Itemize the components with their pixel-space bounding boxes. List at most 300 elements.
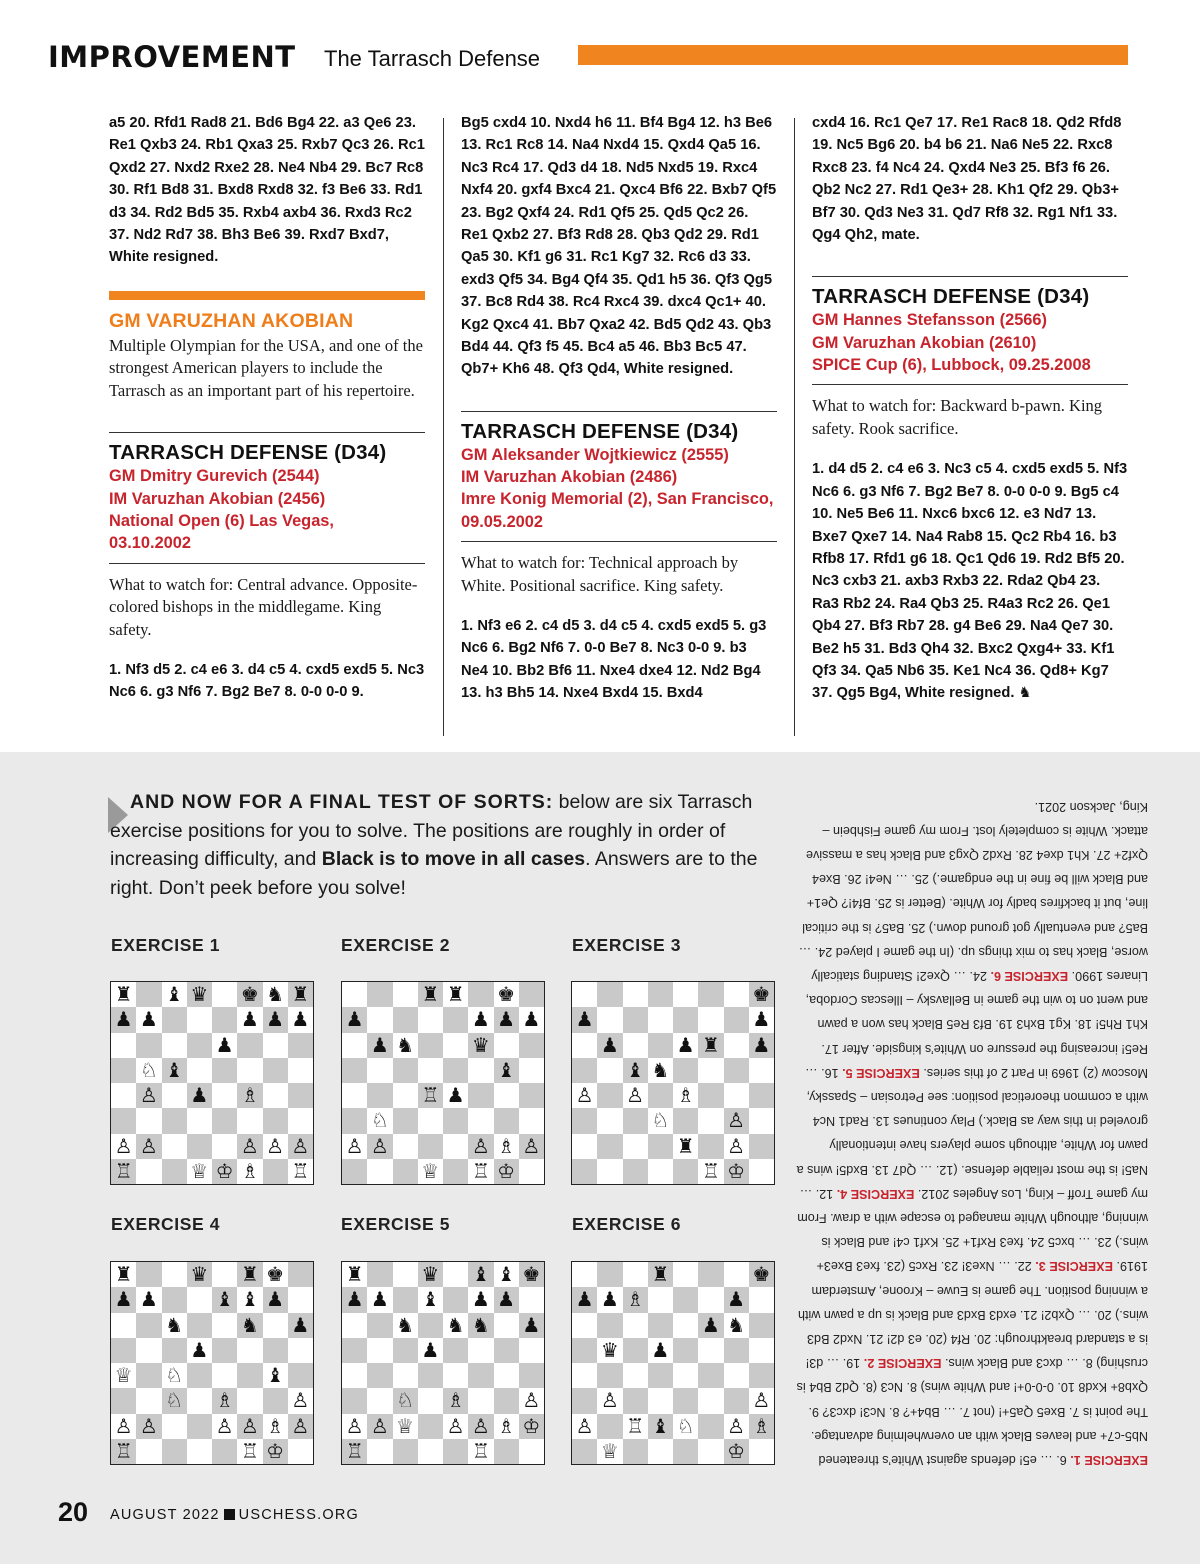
white-pawn-icon: ♙ xyxy=(522,1388,541,1413)
black-bishop-icon: ♝ xyxy=(165,982,184,1006)
chess-board xyxy=(341,1261,545,1465)
answer-label: EXERCISE 3. xyxy=(1035,1259,1113,1274)
dark-square xyxy=(749,1313,774,1338)
black-king-icon: ♚ xyxy=(522,1262,541,1286)
white-player: GM Hannes Stefansson (2566) xyxy=(812,311,1047,330)
game-moves: cxd4 16. Rc1 Qe7 17. Re1 Rac8 18. Qd2 Rfd8 19. Nc5 Bg6 20. b4 b6 21. Na6 Ne5 22. Rxc8 Rxc8 23. f4 Nc4 24. Qxd4 Ne3 25. Bf3 f6 26. Qb2 Nc2 27. Rd1 Qe3+ 28. Kh1 Qf2 29. Qb3+ Bf7 30. Qd3 Ne3 31. Qd7 Rf8 32. Rg1 Nf1 33. Qg4 Qh2, mate. xyxy=(812,115,1122,244)
white-king-icon: ♔ xyxy=(215,1158,234,1183)
answer-text: 24. … Qxe2! Standing statically worse, Black has to mix things up. (In the game I played 24. … Ba5? and eventually got ground down.) 25. Ba5? is the critical line, but it backfires badly for White. (Better is 25. Bf4!? Qe1+ and Black will be fine in the endgame.) 25. … Ne4! 26. Bxe4 Qxf2+ 27. Kh1 dxe4 28. Rxd2 Qxg3 and Black has a massive attack. White is completely lost. From my game Fishbein – King, Jackson 2021. xyxy=(798,799,1148,983)
dark-square xyxy=(749,1083,774,1108)
dark-square xyxy=(698,1363,723,1388)
dark-square xyxy=(519,1363,544,1388)
black-knight-icon: ♞ xyxy=(446,1312,465,1337)
dark-square xyxy=(623,1108,648,1133)
dark-square xyxy=(187,1313,212,1338)
chess-board xyxy=(341,981,545,1185)
dark-square xyxy=(648,1033,673,1058)
column-divider xyxy=(794,118,795,736)
black-pawn-icon: ♟ xyxy=(114,1287,133,1312)
white-bishop-icon: ♗ xyxy=(497,1133,516,1158)
black-knight-icon: ♞ xyxy=(651,1057,670,1082)
white-rook-icon: ♖ xyxy=(471,1158,490,1183)
dark-square xyxy=(288,1083,313,1108)
black-pawn-icon: ♟ xyxy=(139,1007,158,1032)
black-pawn-icon: ♟ xyxy=(497,1287,516,1312)
dark-square xyxy=(263,1108,288,1133)
dark-square xyxy=(212,1338,237,1363)
dark-square xyxy=(162,1007,187,1032)
white-bishop-icon: ♗ xyxy=(266,1413,285,1438)
answer-text: 6. … e5! defends against White’s threatened Nb5-c7+ and leaves Black with an overwhelming advantage. The point is 7. Bxe5 Qa5+! (not 7. … Bb4+? 8. Nc3! dxc3? 9. Qxb8+ Kxd8 10. 0-0-0+! and White wins) 8. Nc3 (8. Qd2 Bb4 is crushing) 8. … dxc3 and Black wins. xyxy=(796,1356,1148,1467)
dark-square xyxy=(572,1338,597,1363)
bio-accent-bar xyxy=(109,291,425,300)
dark-square xyxy=(494,1338,519,1363)
black-pawn-icon: ♟ xyxy=(421,1337,440,1362)
white-queen-icon: ♕ xyxy=(396,1413,415,1438)
black-rook-icon: ♜ xyxy=(114,1262,133,1286)
dark-square xyxy=(468,1083,493,1108)
black-rook-icon: ♜ xyxy=(446,982,465,1006)
white-pawn-icon: ♙ xyxy=(291,1413,310,1438)
dark-square xyxy=(393,1439,418,1464)
dark-square xyxy=(673,1058,698,1083)
chess-board xyxy=(571,1261,775,1465)
dark-square xyxy=(342,1159,367,1184)
dark-square xyxy=(673,1108,698,1133)
black-king-icon: ♚ xyxy=(266,1262,285,1286)
dark-square xyxy=(237,1033,262,1058)
black-bishop-icon: ♝ xyxy=(266,1363,285,1387)
dark-square xyxy=(648,1363,673,1388)
dark-square xyxy=(749,1363,774,1388)
dark-square xyxy=(623,1338,648,1363)
white-rook-icon: ♖ xyxy=(345,1438,364,1463)
white-pawn-icon: ♙ xyxy=(291,1388,310,1413)
white-pawn-icon: ♙ xyxy=(114,1413,133,1438)
black-king-icon: ♚ xyxy=(240,982,259,1006)
dark-square xyxy=(136,1033,161,1058)
footer-info xyxy=(110,1507,359,1523)
dark-square xyxy=(698,1414,723,1439)
white-pawn-icon: ♙ xyxy=(240,1133,259,1158)
white-pawn-icon: ♙ xyxy=(471,1413,490,1438)
dark-square xyxy=(288,1262,313,1287)
black-pawn-icon: ♟ xyxy=(600,1032,619,1057)
dark-square xyxy=(263,1159,288,1184)
dark-square xyxy=(393,1007,418,1032)
game-moves xyxy=(812,458,1128,704)
dark-square xyxy=(393,1338,418,1363)
dark-square xyxy=(288,1033,313,1058)
black-rook-icon: ♜ xyxy=(676,1133,695,1158)
intro-lead: AND NOW FOR A FINAL TEST OF SORTS: xyxy=(130,791,554,813)
dark-square xyxy=(418,1414,443,1439)
dark-square xyxy=(468,982,493,1007)
black-bishop-icon: ♝ xyxy=(215,1287,234,1312)
black-pawn-icon: ♟ xyxy=(240,1007,259,1032)
dark-square xyxy=(468,1363,493,1388)
dark-square xyxy=(597,1262,622,1287)
dark-square xyxy=(698,982,723,1007)
white-pawn-icon: ♙ xyxy=(240,1413,259,1438)
game-title: TARRASCH DEFENSE (D34) xyxy=(812,285,1090,309)
exercise-title: EXERCISE 4 xyxy=(111,1214,221,1234)
answer-label: EXERCISE 4. xyxy=(836,1186,915,1201)
site-url: USCHESS.ORG xyxy=(238,1507,360,1523)
dark-square xyxy=(648,1083,673,1108)
dark-square xyxy=(597,1414,622,1439)
white-pawn-icon: ♙ xyxy=(139,1133,158,1158)
black-bishop-icon: ♝ xyxy=(497,1262,516,1286)
dark-square xyxy=(443,1058,468,1083)
answer-label: EXERCISE 1. xyxy=(1070,1453,1148,1467)
page-header xyxy=(48,40,1128,74)
dark-square xyxy=(342,1388,367,1413)
black-knight-icon: ♞ xyxy=(727,1312,746,1337)
dark-square xyxy=(698,1134,723,1159)
dark-square xyxy=(673,1439,698,1464)
black-pawn-icon: ♟ xyxy=(575,1007,594,1032)
dark-square xyxy=(623,1007,648,1032)
dark-square xyxy=(443,1108,468,1133)
white-bishop-icon: ♗ xyxy=(215,1388,234,1413)
game-event: SPICE Cup (6), Lubbock, 09.25.2008 xyxy=(812,356,1091,375)
white-pawn-icon: ♙ xyxy=(370,1413,389,1438)
black-pawn-icon: ♟ xyxy=(345,1007,364,1032)
square-separator-icon xyxy=(224,1509,235,1520)
black-bishop-icon: ♝ xyxy=(240,1287,259,1312)
dark-square xyxy=(263,1058,288,1083)
black-pawn-icon: ♟ xyxy=(291,1007,310,1032)
black-pawn-icon: ♟ xyxy=(291,1312,310,1337)
black-king-icon: ♚ xyxy=(752,982,771,1006)
game-header xyxy=(812,276,1128,385)
white-rook-icon: ♖ xyxy=(240,1438,259,1463)
issue-date: AUGUST 2022 xyxy=(110,1507,220,1523)
dark-square xyxy=(698,1083,723,1108)
column-3 xyxy=(812,112,1128,705)
intro-text-end: . Answers are to the right. Don’t peek before you solve! xyxy=(110,848,758,899)
column-2 xyxy=(461,112,777,705)
dark-square xyxy=(623,1388,648,1413)
black-knight-icon: ♞ xyxy=(266,982,285,1006)
dark-square xyxy=(111,1058,136,1083)
white-bishop-icon: ♗ xyxy=(676,1083,695,1107)
dark-square xyxy=(494,1439,519,1464)
white-rook-icon: ♖ xyxy=(114,1158,133,1183)
intro-bold: Black is to move in all cases xyxy=(321,848,586,870)
chess-board xyxy=(571,981,775,1185)
white-pawn-icon: ♙ xyxy=(266,1133,285,1158)
game-header xyxy=(109,432,425,563)
game-event: Imre Konig Memorial (2), San Francisco, 09.05.2002 xyxy=(461,490,774,531)
black-pawn-icon: ♟ xyxy=(752,1032,771,1057)
black-pawn-icon: ♟ xyxy=(446,1083,465,1107)
dark-square xyxy=(212,1108,237,1133)
dark-square xyxy=(162,1287,187,1312)
column-1 xyxy=(109,112,425,704)
dark-square xyxy=(342,1058,367,1083)
dark-square xyxy=(724,1007,749,1032)
white-rook-icon: ♖ xyxy=(626,1413,645,1438)
black-pawn-icon: ♟ xyxy=(139,1287,158,1312)
dark-square xyxy=(494,1108,519,1133)
dark-square xyxy=(673,1287,698,1312)
black-pawn-icon: ♟ xyxy=(370,1032,389,1057)
dark-square xyxy=(367,1262,392,1287)
white-pawn-icon: ♙ xyxy=(291,1133,310,1158)
what-to-watch: What to watch for: Technical approach by White. Positional sacrifice. King safety. xyxy=(461,553,739,595)
dark-square xyxy=(162,1439,187,1464)
black-rook-icon: ♜ xyxy=(240,1262,259,1286)
white-bishop-icon: ♗ xyxy=(240,1158,259,1183)
answer-label: EXERCISE 5. xyxy=(842,1065,920,1080)
dark-square xyxy=(519,1033,544,1058)
dark-square xyxy=(367,1313,392,1338)
black-knight-icon: ♞ xyxy=(396,1312,415,1337)
dark-square xyxy=(623,1439,648,1464)
game-moves: a5 20. Rfd1 Rad8 21. Bd6 Bg4 22. a3 Qe6 23. Re1 Qxb3 24. Rb1 Qxa3 25. Rxb7 Qc3 26. Rc1 Qxd2 27. Nxd2 Rxe2 28. Ne4 Nb4 29. Bc7 Rc8 30. Rf1 Bd8 31. Bxd8 Rxd8 32. f3 Be6 33. Rd1 d3 34. Rd2 Bd5 35. Rxb4 axb4 36. Rxd3 Rc2 37. Nd2 Rd7 38. Bh3 Be6 39. Rxd7 Bxd7, White resigned. xyxy=(109,115,425,266)
dark-square xyxy=(443,1439,468,1464)
black-player: GM Varuzhan Akobian (2610) xyxy=(812,333,1037,352)
exercise-title: EXERCISE 2 xyxy=(341,935,451,955)
dark-square xyxy=(212,1058,237,1083)
white-queen-icon: ♕ xyxy=(114,1363,133,1387)
black-rook-icon: ♜ xyxy=(345,1262,364,1286)
dark-square xyxy=(572,1159,597,1184)
dark-square xyxy=(393,1159,418,1184)
dark-square xyxy=(418,1134,443,1159)
exercise-title: EXERCISE 5 xyxy=(341,1214,451,1234)
dark-square xyxy=(673,1388,698,1413)
white-pawn-icon: ♙ xyxy=(600,1388,619,1413)
dark-square xyxy=(724,1388,749,1413)
white-pawn-icon: ♙ xyxy=(727,1133,746,1158)
exercise-title: EXERCISE 1 xyxy=(111,935,221,955)
page-number: 20 xyxy=(58,1497,89,1527)
white-bishop-icon: ♗ xyxy=(497,1413,516,1438)
answer-text: 22. … Nxe3! 23. Rxc5 (23. fxe3 Bxe3+ wins.) 23. … bxc5 24. fxe3 Rxf1+ 25. Kxf1 c4! and Black is winning, although White managed to escape with a draw. From my game Troff – King, Los Angeles 2012. xyxy=(797,1186,1148,1274)
dark-square xyxy=(162,1338,187,1363)
black-knight-icon: ♞ xyxy=(471,1312,490,1337)
black-queen-icon: ♛ xyxy=(600,1337,619,1362)
white-knight-icon: ♘ xyxy=(651,1108,670,1133)
black-pawn-icon: ♟ xyxy=(497,1007,516,1032)
dark-square xyxy=(673,1007,698,1032)
black-king-icon: ♚ xyxy=(497,982,516,1006)
dark-square xyxy=(572,1439,597,1464)
white-pawn-icon: ♙ xyxy=(575,1083,594,1107)
dark-square xyxy=(393,1287,418,1312)
answer-label: EXERCISE 2. xyxy=(863,1356,942,1371)
dark-square xyxy=(648,1134,673,1159)
dark-square xyxy=(187,1033,212,1058)
black-knight-icon: ♞ xyxy=(240,1312,259,1337)
dark-square xyxy=(162,1108,187,1133)
dark-square xyxy=(187,1134,212,1159)
white-pawn-icon: ♙ xyxy=(752,1388,771,1413)
black-queen-icon: ♛ xyxy=(471,1032,490,1057)
black-pawn-icon: ♟ xyxy=(215,1032,234,1057)
white-knight-icon: ♘ xyxy=(676,1413,695,1438)
dark-square xyxy=(648,982,673,1007)
dark-square xyxy=(111,1338,136,1363)
white-queen-icon: ♕ xyxy=(421,1158,440,1183)
white-pawn-icon: ♙ xyxy=(370,1133,389,1158)
white-knight-icon: ♘ xyxy=(165,1388,184,1413)
black-rook-icon: ♜ xyxy=(421,982,440,1006)
dark-square xyxy=(673,1159,698,1184)
dark-square xyxy=(597,1134,622,1159)
black-pawn-icon: ♟ xyxy=(266,1007,285,1032)
dark-square xyxy=(136,1262,161,1287)
dark-square xyxy=(136,1313,161,1338)
black-rook-icon: ♜ xyxy=(701,1032,720,1057)
black-rook-icon: ♜ xyxy=(291,982,310,1006)
dark-square xyxy=(519,1083,544,1108)
dark-square xyxy=(698,1262,723,1287)
dark-square xyxy=(443,1159,468,1184)
black-pawn-icon: ♟ xyxy=(752,1007,771,1032)
dark-square xyxy=(342,1338,367,1363)
end-mark-icon: ♞ xyxy=(1018,685,1032,702)
dark-square xyxy=(367,1363,392,1388)
white-knight-icon: ♘ xyxy=(396,1388,415,1413)
white-pawn-icon: ♙ xyxy=(114,1133,133,1158)
black-pawn-icon: ♟ xyxy=(600,1287,619,1312)
black-pawn-icon: ♟ xyxy=(522,1007,541,1032)
exercise-title: EXERCISE 3 xyxy=(572,935,682,955)
white-rook-icon: ♖ xyxy=(291,1158,310,1183)
white-rook-icon: ♖ xyxy=(421,1083,440,1107)
dark-square xyxy=(597,982,622,1007)
black-pawn-icon: ♟ xyxy=(266,1287,285,1312)
intro-text: below are six Tarrasch exercise positions for you to solve. The positions are roughly in order of increasing difficulty, and xyxy=(110,791,753,870)
white-king-icon: ♔ xyxy=(727,1158,746,1183)
black-knight-icon: ♞ xyxy=(396,1032,415,1057)
black-queen-icon: ♛ xyxy=(421,1262,440,1286)
game-moves: Bg5 cxd4 10. Nxd4 h6 11. Bf4 Bg4 12. h3 Be6 13. Rc1 Rc8 14. Na4 Nxd4 15. Qxd4 Qa5 16. Nc3 Rc4 17. Qd3 d4 18. Nd5 Nxd5 19. Rxc4 Nxf4 20. gxf4 Bxc4 21. Qxc4 Bf6 22. Bxb7 Qf5 23. Bg2 Qxf4 24. Rd1 Qf5 25. Qd5 Qc2 26. Re1 Qxb2 27. Bf3 Rd8 28. Qb3 Qd2 29. Rd1 Qa5 30. Kf1 g6 31. Rc1 Kg7 32. Rc6 d3 33. exd3 Qf5 34. Bg4 Qf4 35. Qd1 h5 36. Qf3 Qg5 37. Bc8 Rd4 38. Rc4 Rxc4 39. dxc4 Qc1+ 40. Kg2 Qxc4 41. Bb7 Qxa2 42. Bd5 Qd2 43. Qb3 Bd4 44. Qf3 f5 45. Bc4 a5 46. Bb3 Bc5 47. Qb7+ Kh6 48. Qf3 Qd4, White resigned. xyxy=(461,115,777,378)
black-pawn-icon: ♟ xyxy=(676,1032,695,1057)
black-bishop-icon: ♝ xyxy=(651,1413,670,1438)
white-pawn-icon: ♙ xyxy=(522,1133,541,1158)
dark-square xyxy=(393,1108,418,1133)
black-bishop-icon: ♝ xyxy=(626,1057,645,1082)
dark-square xyxy=(342,1108,367,1133)
answer-text: 19. … d3! is a standard breakthrough: 20. Rf4 (20. e3 d2! 21. Nxd2 Bd3 wins.) 20. … Qxb2! 21. exd3 Bxd3 and Black is up a pawn with a winning position. The game is Euwe – Kroone, Amsterdam 1919. xyxy=(797,1259,1148,1371)
white-knight-icon: ♘ xyxy=(139,1057,158,1082)
dark-square xyxy=(443,1338,468,1363)
black-player: IM Varuzhan Akobian (2456) xyxy=(109,489,326,508)
dark-square xyxy=(418,1363,443,1388)
dark-square xyxy=(572,1108,597,1133)
game-title: TARRASCH DEFENSE (D34) xyxy=(109,441,387,465)
dark-square xyxy=(263,1388,288,1413)
black-bishop-icon: ♝ xyxy=(497,1057,516,1082)
section-subtitle: The Tarrasch Defense xyxy=(324,46,541,71)
black-pawn-icon: ♟ xyxy=(370,1287,389,1312)
black-king-icon: ♚ xyxy=(752,1262,771,1286)
white-bishop-icon: ♗ xyxy=(240,1083,259,1107)
dark-square xyxy=(136,1363,161,1388)
black-pawn-icon: ♟ xyxy=(114,1007,133,1032)
black-pawn-icon: ♟ xyxy=(651,1337,670,1362)
dark-square xyxy=(749,1134,774,1159)
white-king-icon: ♔ xyxy=(522,1413,541,1438)
white-pawn-icon: ♙ xyxy=(345,1413,364,1438)
dark-square xyxy=(111,1108,136,1133)
column-divider xyxy=(443,118,444,736)
dark-square xyxy=(418,1313,443,1338)
black-bishop-icon: ♝ xyxy=(471,1262,490,1286)
white-pawn-icon: ♙ xyxy=(139,1413,158,1438)
black-knight-icon: ♞ xyxy=(165,1312,184,1337)
dark-square xyxy=(648,1313,673,1338)
white-pawn-icon: ♙ xyxy=(575,1413,594,1438)
black-bishop-icon: ♝ xyxy=(165,1057,184,1082)
white-pawn-icon: ♙ xyxy=(345,1133,364,1158)
white-pawn-icon: ♙ xyxy=(215,1413,234,1438)
header-accent-bar xyxy=(578,45,1128,65)
bio-text: Multiple Olympian for the USA, and one of the strongest American players to include the Tarrasch as an important part of his repertoire. xyxy=(109,335,423,400)
black-pawn-icon: ♟ xyxy=(190,1083,209,1107)
white-pawn-icon: ♙ xyxy=(139,1083,158,1107)
white-pawn-icon: ♙ xyxy=(471,1133,490,1158)
answers-upside-down xyxy=(796,782,1148,1472)
black-pawn-icon: ♟ xyxy=(575,1287,594,1312)
white-king-icon: ♔ xyxy=(727,1438,746,1463)
white-king-icon: ♔ xyxy=(266,1438,285,1463)
dark-square xyxy=(443,1007,468,1032)
dark-square xyxy=(367,1083,392,1108)
exercise-intro xyxy=(110,788,778,902)
dark-square xyxy=(597,1083,622,1108)
white-knight-icon: ♘ xyxy=(370,1108,389,1133)
what-to-watch: What to watch for: Backward b-pawn. King safety. Rook sacrifice. xyxy=(812,396,1103,438)
dark-square xyxy=(418,1033,443,1058)
black-player: IM Varuzhan Akobian (2486) xyxy=(461,468,678,487)
bio-name: GM VARUZHAN AKOBIAN xyxy=(109,309,354,332)
white-pawn-icon: ♙ xyxy=(446,1413,465,1438)
dark-square xyxy=(136,982,161,1007)
dark-square xyxy=(263,1338,288,1363)
white-pawn-icon: ♙ xyxy=(727,1108,746,1133)
white-king-icon: ♔ xyxy=(497,1158,516,1183)
white-player: GM Dmitry Gurevich (2544) xyxy=(109,467,320,486)
answers-text xyxy=(796,794,1148,1472)
white-rook-icon: ♖ xyxy=(471,1438,490,1463)
dark-square xyxy=(673,1338,698,1363)
black-queen-icon: ♛ xyxy=(190,982,209,1006)
black-rook-icon: ♜ xyxy=(114,982,133,1006)
white-bishop-icon: ♗ xyxy=(626,1287,645,1312)
white-rook-icon: ♖ xyxy=(701,1158,720,1183)
game-moves: 1. Nf3 e6 2. c4 d5 3. d4 c5 4. cxd5 exd5 5. g3 Nc6 6. Bg2 Nf6 7. 0-0 Be7 8. Nc3 0-0 9. b3 Ne4 10. Bb2 Bf6 11. Nxe4 dxe4 12. Nd2 Bg4 13. h3 Bh5 14. Nxe4 Bxd4 15. Bxd4 xyxy=(461,618,767,702)
dark-square xyxy=(623,1159,648,1184)
dark-square xyxy=(572,1058,597,1083)
white-bishop-icon: ♗ xyxy=(446,1388,465,1413)
dark-square xyxy=(597,1363,622,1388)
white-pawn-icon: ♙ xyxy=(727,1413,746,1438)
dark-square xyxy=(724,1338,749,1363)
white-queen-icon: ♕ xyxy=(190,1158,209,1183)
dark-square xyxy=(212,1439,237,1464)
game-title: TARRASCH DEFENSE (D34) xyxy=(461,419,739,443)
section-kicker: IMPROVEMENT xyxy=(48,40,296,74)
black-pawn-icon: ♟ xyxy=(471,1287,490,1312)
dark-square xyxy=(212,1007,237,1032)
what-to-watch: What to watch for: Central advance. Opposite-colored bishops in the middlegame. King safety. xyxy=(109,574,418,639)
